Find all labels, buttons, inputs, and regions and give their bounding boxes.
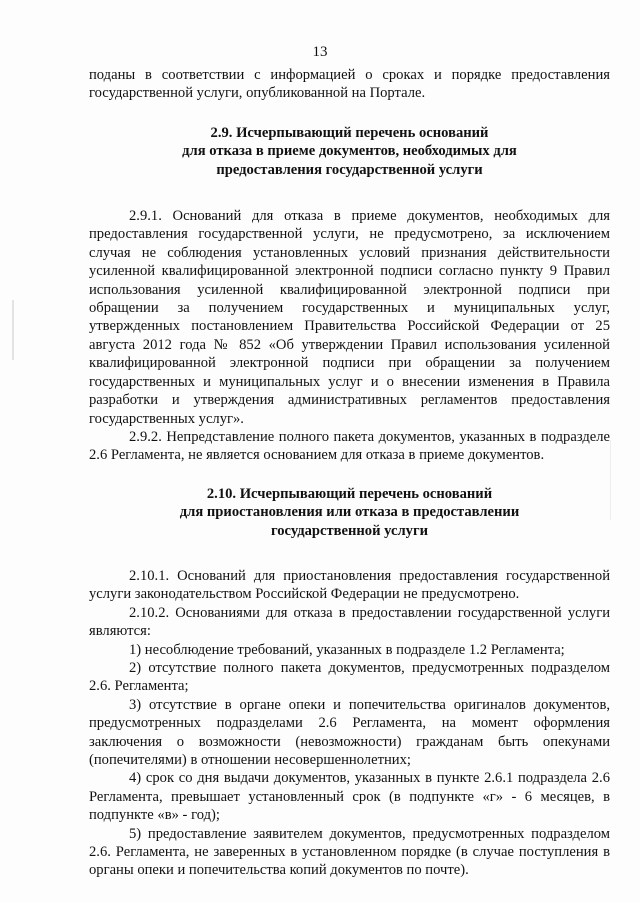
list-item: 2) отсутствие полного пакета документов, предусмотренных подразделом 2.6. Регламента; xyxy=(89,659,610,695)
page-content xyxy=(89,66,610,880)
scan-edge-mark xyxy=(12,300,14,360)
heading-line: государственной услуги xyxy=(270,522,429,539)
paragraph-2-9-1: 2.9.1. Оснований для отказа в приеме документов, необходимых для предоставления государственной услуги, не предусмотрено, за исключением случая не соблюдения установленных условий признания действительности усиленной квалифицированной электронной подписи согласно пункту 9 Правил использования усиленной квалифицированной электронной подписи при обращении за получением государственных и муниципальных услуг, утвержденных постановлением Правительства Российской Федерации от 25 августа 2012 года № 852 «Об утверждении Правил использования усиленной квалифицированной электронной подписи при обращении за получением государственных и муниципальных услуг и о внесении изменения в Правила разработки и утверждения административных регламентов предоставления государственных услуг». xyxy=(89,208,610,427)
heading-line: 2.10. Исчерпывающий перечень оснований xyxy=(206,485,493,502)
heading-line: для приостановления или отказа в предоставлении xyxy=(179,504,520,521)
heading-line: предоставления государственной услуги xyxy=(216,161,483,178)
paragraph-2-9-2: 2.9.2. Непредставление полного пакета документов, указанных в подразделе 2.6 Регламента, не является основанием для отказа в приеме документов. xyxy=(89,428,610,464)
section-2-9-heading xyxy=(89,124,610,179)
page-number: 13 xyxy=(312,44,328,60)
paragraph-2-10-2: 2.10.2. Основаниями для отказа в предоставлении государственной услуги являются: xyxy=(89,604,610,640)
heading-line: для отказа в приеме документов, необходимых для xyxy=(182,143,517,160)
scan-edge-mark xyxy=(610,440,611,520)
list-item: 1) несоблюдение требований, указанных в подразделе 1.2 Регламента; xyxy=(129,641,565,658)
list-item: 4) срок со дня выдачи документов, указанных в пункте 2.6.1 подраздела 2.6 Регламента, превышает установленный срок (в подпункте «г» - 6 месяцев, в подпункте «в» - год); xyxy=(89,770,610,824)
list-item: 3) отсутствие в органе опеки и попечительства оригиналов документов, предусмотренных подразделами 2.6 Регламента, на момент оформления заключения о возможности (невозможности) гражданам быть опекунами (попечителями) в отношении несовершеннолетних; xyxy=(89,696,610,768)
paragraph-2-10-1: 2.10.1. Оснований для приостановления предоставления государственной услуги законодательством Российской Федерации не предусмотрено. xyxy=(89,567,610,603)
list-item: 5) предоставление заявителем документов, предусмотренных подразделом 2.6. Регламента, не заверенных в установленном порядке (в случае поступления в органы опеки и попечительства копий документов по почте). xyxy=(89,825,610,879)
heading-line: 2.9. Исчерпывающий перечень оснований xyxy=(210,124,489,141)
intro-paragraph: поданы в соответствии с информацией о сроках и порядке предоставления государственной услуги, опубликованной на Портале. xyxy=(89,67,610,102)
section-2-10-heading xyxy=(89,485,610,540)
